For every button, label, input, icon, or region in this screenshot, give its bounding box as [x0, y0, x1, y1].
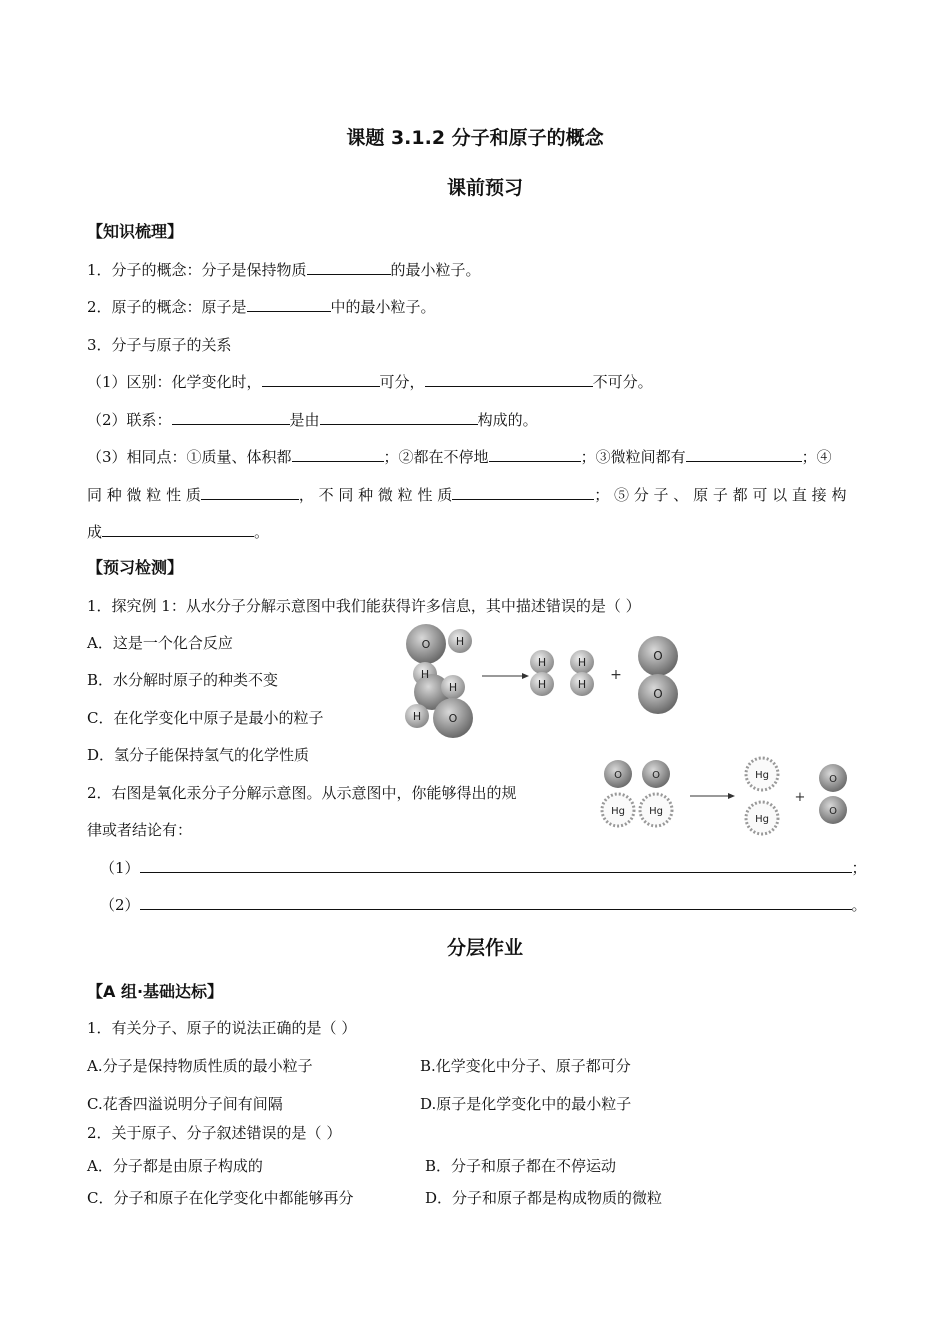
mercury-oxide-decomposition-diagram: [596, 752, 856, 842]
atom-label: O: [448, 712, 458, 725]
blank: [247, 297, 331, 312]
blank: [686, 447, 802, 462]
knowledge-item-3-3-end: 成 。: [87, 523, 270, 541]
group-a-question-2: 2．关于原子、分子叙述错误的是（ ）: [87, 1124, 342, 1142]
atom-label: Hg: [755, 770, 769, 781]
knowledge-heading: 【知识梳理】: [87, 222, 184, 241]
atom-label: H: [537, 678, 547, 691]
answer-line-2: （2） 。: [100, 896, 867, 914]
blank: [307, 260, 391, 275]
homework-heading: 分层作业: [446, 937, 523, 959]
q1-option-a: A．这是一个化合反应: [87, 634, 233, 652]
group-a-question-1: 1．有关分子、原子的说法正确的是（ ）: [87, 1019, 357, 1037]
knowledge-item-3-3-cont: 同 种 微 粒 性 质 ， 不 同 种 微 粒 性 质 ； ⑤ 分 子 、 原 子 都 可 以 直 接 构: [87, 486, 847, 504]
group-a-heading: 【A 组·基础达标】: [87, 982, 224, 1001]
plus-sign: +: [610, 667, 622, 683]
atom-label: Hg: [611, 806, 625, 817]
a2-option-c: C．分子和原子在化学变化中都能够再分: [87, 1189, 354, 1207]
atom-label: H: [577, 678, 587, 691]
blank: [489, 447, 581, 462]
blank: [452, 485, 594, 500]
atom-label: O: [421, 638, 431, 651]
blank: [172, 410, 290, 425]
atom-label: O: [653, 649, 663, 663]
blank: [425, 372, 593, 387]
q1-option-b: B．水分解时原子的种类不变: [87, 671, 279, 689]
check-heading: 【预习检测】: [87, 558, 184, 577]
blank: [102, 522, 254, 537]
atom-label: O: [829, 774, 837, 785]
preview-heading: 课前预习: [446, 177, 523, 199]
blank: [320, 410, 478, 425]
a1-option-b: B.化学变化中分子、原子都可分: [420, 1057, 631, 1075]
blank: [262, 372, 380, 387]
water-decomposition-diagram: [398, 622, 688, 742]
knowledge-item-3: 3．分子与原子的关系: [87, 336, 232, 354]
arrow-head-icon: [522, 673, 529, 679]
a2-option-b: B．分子和原子都在不停运动: [425, 1157, 617, 1175]
q1-option-d: D．氢分子能保持氢气的化学性质: [87, 746, 310, 764]
question-1: 1．探究例 1：从水分子分解示意图中我们能获得许多信息，其中描述错误的是（ ）: [87, 597, 641, 615]
atom-label: O: [614, 770, 622, 781]
q1-option-c: C．在化学变化中原子是最小的粒子: [87, 709, 324, 727]
a2-option-a: A．分子都是由原子构成的: [87, 1157, 263, 1175]
blank: [201, 485, 299, 500]
atom-label: Hg: [649, 806, 663, 817]
atom-label: H: [420, 668, 430, 681]
atom-label: O: [652, 770, 660, 781]
atom-label: O: [829, 806, 837, 817]
knowledge-item-3-2: （2）联系： 是由 构成的。: [87, 411, 538, 429]
a1-option-a: A.分子是保持物质性质的最小粒子: [87, 1057, 313, 1075]
blank: [292, 447, 384, 462]
knowledge-item-2: 2．原子的概念：原子是 中的最小粒子。: [87, 298, 436, 316]
plus-sign: +: [794, 790, 806, 805]
atom-label: H: [412, 710, 422, 723]
question-2-line-2: 律或者结论有：: [87, 821, 193, 839]
a1-option-c: C.花香四溢说明分子间有间隔: [87, 1095, 283, 1113]
knowledge-item-3-3: （3）相同点：①质量、体积都 ；②都在不停地 ；③微粒间都有 ；④: [87, 448, 832, 466]
a1-option-d: D.原子是化学变化中的最小粒子: [420, 1095, 632, 1113]
question-2-line-1: 2．右图是氧化汞分子分解示意图。从示意图中，你能够得出的规: [87, 784, 517, 802]
a2-option-d: D．分子和原子都是构成物质的微粒: [425, 1189, 663, 1207]
atom-label: O: [653, 687, 663, 701]
atom-label: H: [455, 635, 465, 648]
atom-label: H: [537, 656, 547, 669]
arrow-head-icon: [728, 793, 735, 799]
atom-label: H: [448, 681, 458, 694]
blank: [140, 858, 852, 873]
knowledge-item-3-1: （1）区别：化学变化时， 可分， 不可分。: [87, 373, 653, 391]
blank: [140, 895, 852, 910]
page-title: 课题 3.1.2 分子和原子的概念: [346, 127, 604, 149]
knowledge-item-1: 1．分子的概念：分子是保持物质 的最小粒子。: [87, 261, 481, 279]
atom-label: H: [577, 656, 587, 669]
atom-label: Hg: [755, 814, 769, 825]
answer-line-1: （1） ；: [100, 859, 867, 877]
